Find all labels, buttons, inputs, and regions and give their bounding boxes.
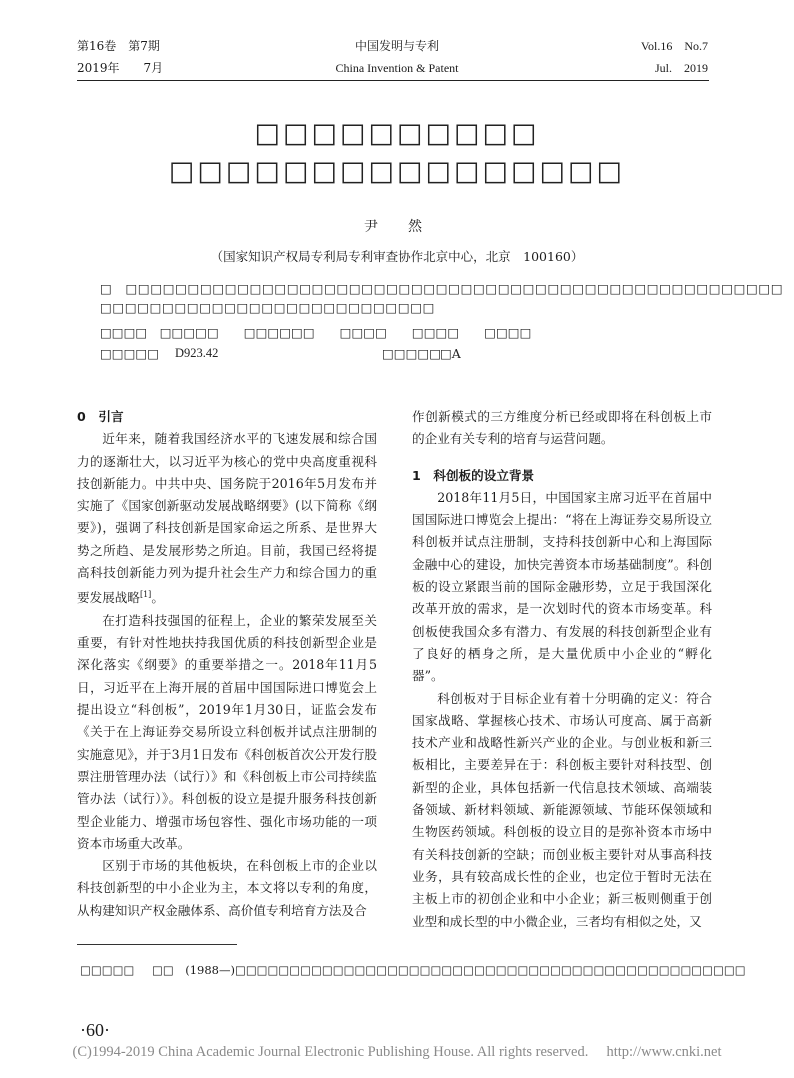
header-month-year-en: Jul. 2019 (654, 61, 708, 75)
article-title-line1: □□□□□□□□□□ (254, 118, 540, 149)
footnote (80, 962, 746, 978)
keywords-line: □□□□ □□□□□ □□□□□□ □□□□ □□□□ □□□□ (100, 325, 532, 340)
paragraph-background-2: 科创板对于目标企业有着十分明确的定义：符合国家战略、掌握核心技术、市场认可度高、属于高新技术产业和战略性新兴产业的企业。与创业板和新三板相比，主要差异在于：科创板主要针对科技型、创新型的企业，具体包括新一代信息技术领域、高端装备领域、新材料领域、新能源领域、节能环保领域和生物医药领域。科创板的设立目的是弥补资本市场中有关科技创新的空缺；而创业板主要针对从事高科技业务，具有较高成长性的企业，也定位于暂时无法在主板上市的初创企业和中小企业；新三板则侧重于创业型和成长型的中小微企业，三者均有相似之处，又 (412, 690, 712, 929)
paragraph-intro-3-continued: 作创新模式的三方维度分析已经或即将在科创板上市的企业有关专利的培育与运营问题。 (412, 409, 712, 447)
clc-label: □□□□□ (100, 346, 160, 361)
paragraph-intro-1: 近年来，随着我国经济水平的飞速发展和综合国力的逐渐壮大，以习近平为核心的党中央高度重视科技创新能力。中共中央、国务院于2016年5月发布并实施了《国家创新驱动发展战略纲要》(以下简称《纲要》)，强调了科技创新是国家命运之所系、是世界大势之所趋、是发展形势之所迫。目前，我国已经将提高科技创新能力列为提升社会生产力和综合国力的重要发展战略[1]。 (77, 431, 377, 606)
header-journal-cn: 中国发明与专利 (354, 39, 439, 53)
section-0-heading: 0 引言 (77, 409, 124, 424)
footnote-rule (77, 944, 237, 945)
body-right-column (412, 406, 712, 933)
document-code-value: □A (440, 346, 461, 361)
clc-value: D923.42 (175, 346, 219, 360)
paragraph-background-1: 2018年11月5日，中国国家主席习近平在首届中国国际进口博览会上提出：“将在上海证券交易所设立科创板并试点注册制，支持科技创新中心和上海国际金融中心的建设，加快完善资本市场基础制度”。科创板的设立紧跟当前的国际金融形势，立足于我国深化改革开放的需求，是一次划时代的资本市场变革。科创板使我国众多有潜力、有发展的科技创新型企业有了良好的栖身之所，是大量优质中小企业的“孵化器”。 (412, 489, 712, 684)
author-affiliation: （国家知识产权局专利局专利审查协作北京中心，北京 100160） (210, 249, 584, 264)
abstract-line1: □ □□□□□□□□□□□□□□□□□□□□□□□□□□□□□□□□□□□□□□□□□□□□□□□□□□□□□ (100, 281, 784, 296)
paragraph-intro-2: 在打造科技强国的征程上，企业的繁荣发展至关重要，有针对性地扶持我国优质的科技创新型企业是深化落实《纲要》的重要举措之一。2018年11月5日，习近平在上海开展的首届中国国际进口博览会上提出设立“科创板”，2019年1月30日，证监会发布《关于在上海证券交易所设立科创板并试点注册制的实施意见》，并于3月1日发布《科创板首次公开发行股票注册管理办法（试行）》和《科创板上市公司持续监管办法（试行）》。科创板的设立是提升服务科技创新型企业能力、增强市场包容性、强化市场功能的一项资本市场重大改革。 (77, 612, 377, 851)
article-title-line2: □□□□□□□□□□□□□□□□ (168, 156, 626, 187)
header-volume-issue: 第16卷 第7期 (77, 39, 160, 53)
footnote-text: □□ (1988—)□□□□□□□□□□□□□□□□□□□□□□□□□□□□□□□□□□□□□□□□□□□□□□□ (151, 963, 746, 977)
copyright-watermark: (C)1994-2019 China Academic Journal Electronic Publishing House. All rights reserved. http://www.cnki.net (72, 1044, 722, 1060)
section-1-heading: 1 科创板的设立背景 (412, 467, 535, 483)
header-vol-no: Vol.16 No.7 (640, 39, 708, 53)
page-number: ·60· (80, 1020, 110, 1040)
author-name: 尹 然 (364, 219, 430, 235)
document-code-label: □□□□□ (382, 346, 442, 361)
reference-mark: [1] (139, 590, 152, 600)
header-journal-en: China Invention & Patent (335, 61, 459, 75)
abstract-line2: □□□□□□□□□□□□□□□□□□□□□□□□□□□ (100, 300, 436, 315)
footnote-label: □□□□□ (80, 963, 135, 977)
paragraph-intro-3: 区别于市场的其他板块，在科创板上市的企业以科技创新型的中小企业为主，本文将以专利的角度，从构建知识产权金融体系、高价值专利培育方法及合 (77, 858, 377, 918)
header-year-month: 2019年 7月 (77, 61, 164, 75)
body-left-column (77, 406, 377, 922)
header-rule (77, 80, 709, 81)
